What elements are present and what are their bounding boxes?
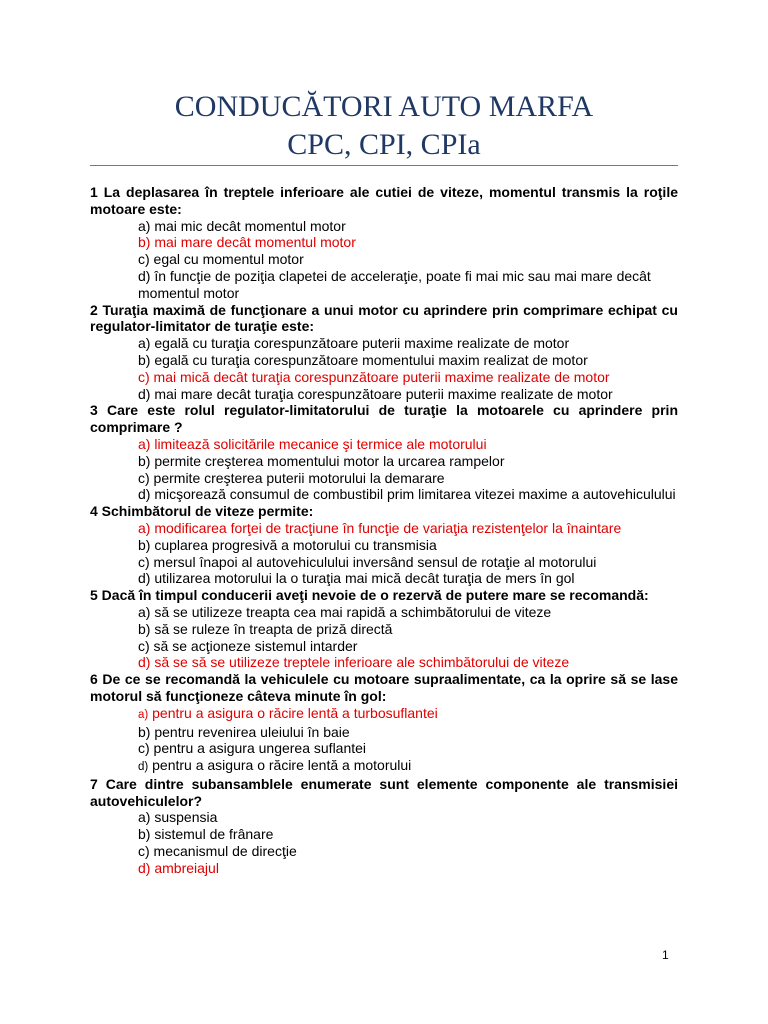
answer-option: a) egală cu turaţia corespunzătoare puterii maxime realizate de motor	[138, 335, 570, 352]
answer-option: a) suspensia	[138, 809, 218, 826]
question-text: 1 La deplasarea în treptele inferioare ale cutiei de viteze, momentul transmis la roţile motoare este:	[90, 184, 678, 217]
question-list	[90, 184, 678, 877]
question-text: 3 Care este rolul regulator-limitatorului de turaţie la motoarele cu aprindere prin comprimare ?	[90, 402, 678, 436]
answer-option: b) sistemul de frânare	[138, 826, 274, 843]
title-divider	[90, 165, 678, 166]
title-line-1: CONDUCĂTORI AUTO MARFA	[174, 90, 594, 123]
answer-option: b) egală cu turaţia corespunzătoare momentului maxim realizat de motor	[138, 351, 588, 368]
question-text: 5 Dacă în timpul conducerii aveţi nevoie de o rezervă de putere mare se recomandă:	[90, 587, 649, 604]
answer-option: c) egal cu momentul motor	[138, 251, 304, 268]
answer-option: c) să se acţioneze sistemul intarder	[138, 637, 358, 654]
answer-option-correct	[90, 705, 678, 724]
title-line-2: CPC, CPI, CPIa	[287, 128, 481, 161]
question-text: 4 Schimbătorul de viteze permite:	[90, 503, 314, 520]
answer-option: c) mersul înapoi al autovehiculului inversând sensul de rotaţie al motorului	[138, 553, 597, 570]
question-text: 7 Care dintre subansamblele enumerate sunt elemente componente ale transmisiei autovehiculelor?	[90, 775, 678, 809]
answer-text: pentru a asigura o răcire lentă a motorului	[148, 757, 412, 774]
answer-option: c) mecanismul de direcţie	[138, 843, 297, 860]
answer-option: a) mai mic decât momentul motor	[138, 217, 346, 234]
answer-option-correct: b) mai mare decât momentul motor	[138, 234, 356, 251]
answer-option: d) micşorează consumul de combustibil prim limitarea vitezei maxime a autovehiculului	[138, 486, 676, 503]
answer-option: b) să se ruleze în treapta de priză directă	[138, 620, 393, 637]
answer-text: pentru a asigura o răcire lentă a turbosuflantei	[148, 704, 438, 721]
answer-option: b) cuplarea progresivă a motorului cu transmisia	[138, 536, 437, 553]
answer-option	[90, 757, 678, 776]
answer-option-correct: a) modificarea forţei de tracţiune în funcţie de variaţia rezistenţelor la înaintare	[138, 519, 622, 536]
answer-option: d) în funcţie de poziţia clapetei de acceleraţie, poate fi mai mic sau mai mare decât momentul motor	[138, 267, 651, 301]
answer-option: d) mai mare decât turaţia corespunzătoare puterii maxime realizate de motor	[138, 385, 613, 402]
answer-option: c) permite creşterea puterii motorului la demarare	[138, 469, 445, 486]
answer-option: b) pentru revenirea uleiului în baie	[138, 723, 350, 740]
answer-option: c) pentru a asigura ungerea suflantei	[138, 740, 367, 757]
answer-option-correct: c) mai mică decât turaţia corespunzătoare puterii maxime realizate de motor	[138, 368, 610, 385]
answer-letter: d)	[138, 761, 149, 774]
page-title	[90, 88, 678, 164]
answer-option-correct: d) ambreiajul	[138, 859, 219, 876]
page-number: 1	[662, 948, 669, 962]
question-text: 6 De ce se recomandă la vehiculele cu motoare supraalimentate, ca la oprire să se lase motorul să funcţioneze câteva minute în gol:	[90, 671, 678, 704]
answer-option: b) permite creşterea momentului motor la urcarea rampelor	[138, 452, 505, 469]
answer-letter: a)	[138, 708, 149, 721]
answer-option: d) utilizarea motorului la o turaţia mai mică decât turaţia de mers în gol	[138, 570, 575, 587]
question-text: 2 Turaţia maximă de funcţionare a unui motor cu aprindere prin comprimare echipat cu regulator-limitator de turaţie este:	[90, 301, 678, 335]
answer-option-correct: a) limitează solicitările mecanice şi termice ale motorului	[138, 435, 487, 452]
answer-option: a) să se utilizeze treapta cea mai rapidă a schimbătorului de viteze	[138, 603, 552, 620]
answer-option-correct: d) să se să se utilizeze treptele inferioare ale schimbătorului de viteze	[138, 654, 570, 671]
